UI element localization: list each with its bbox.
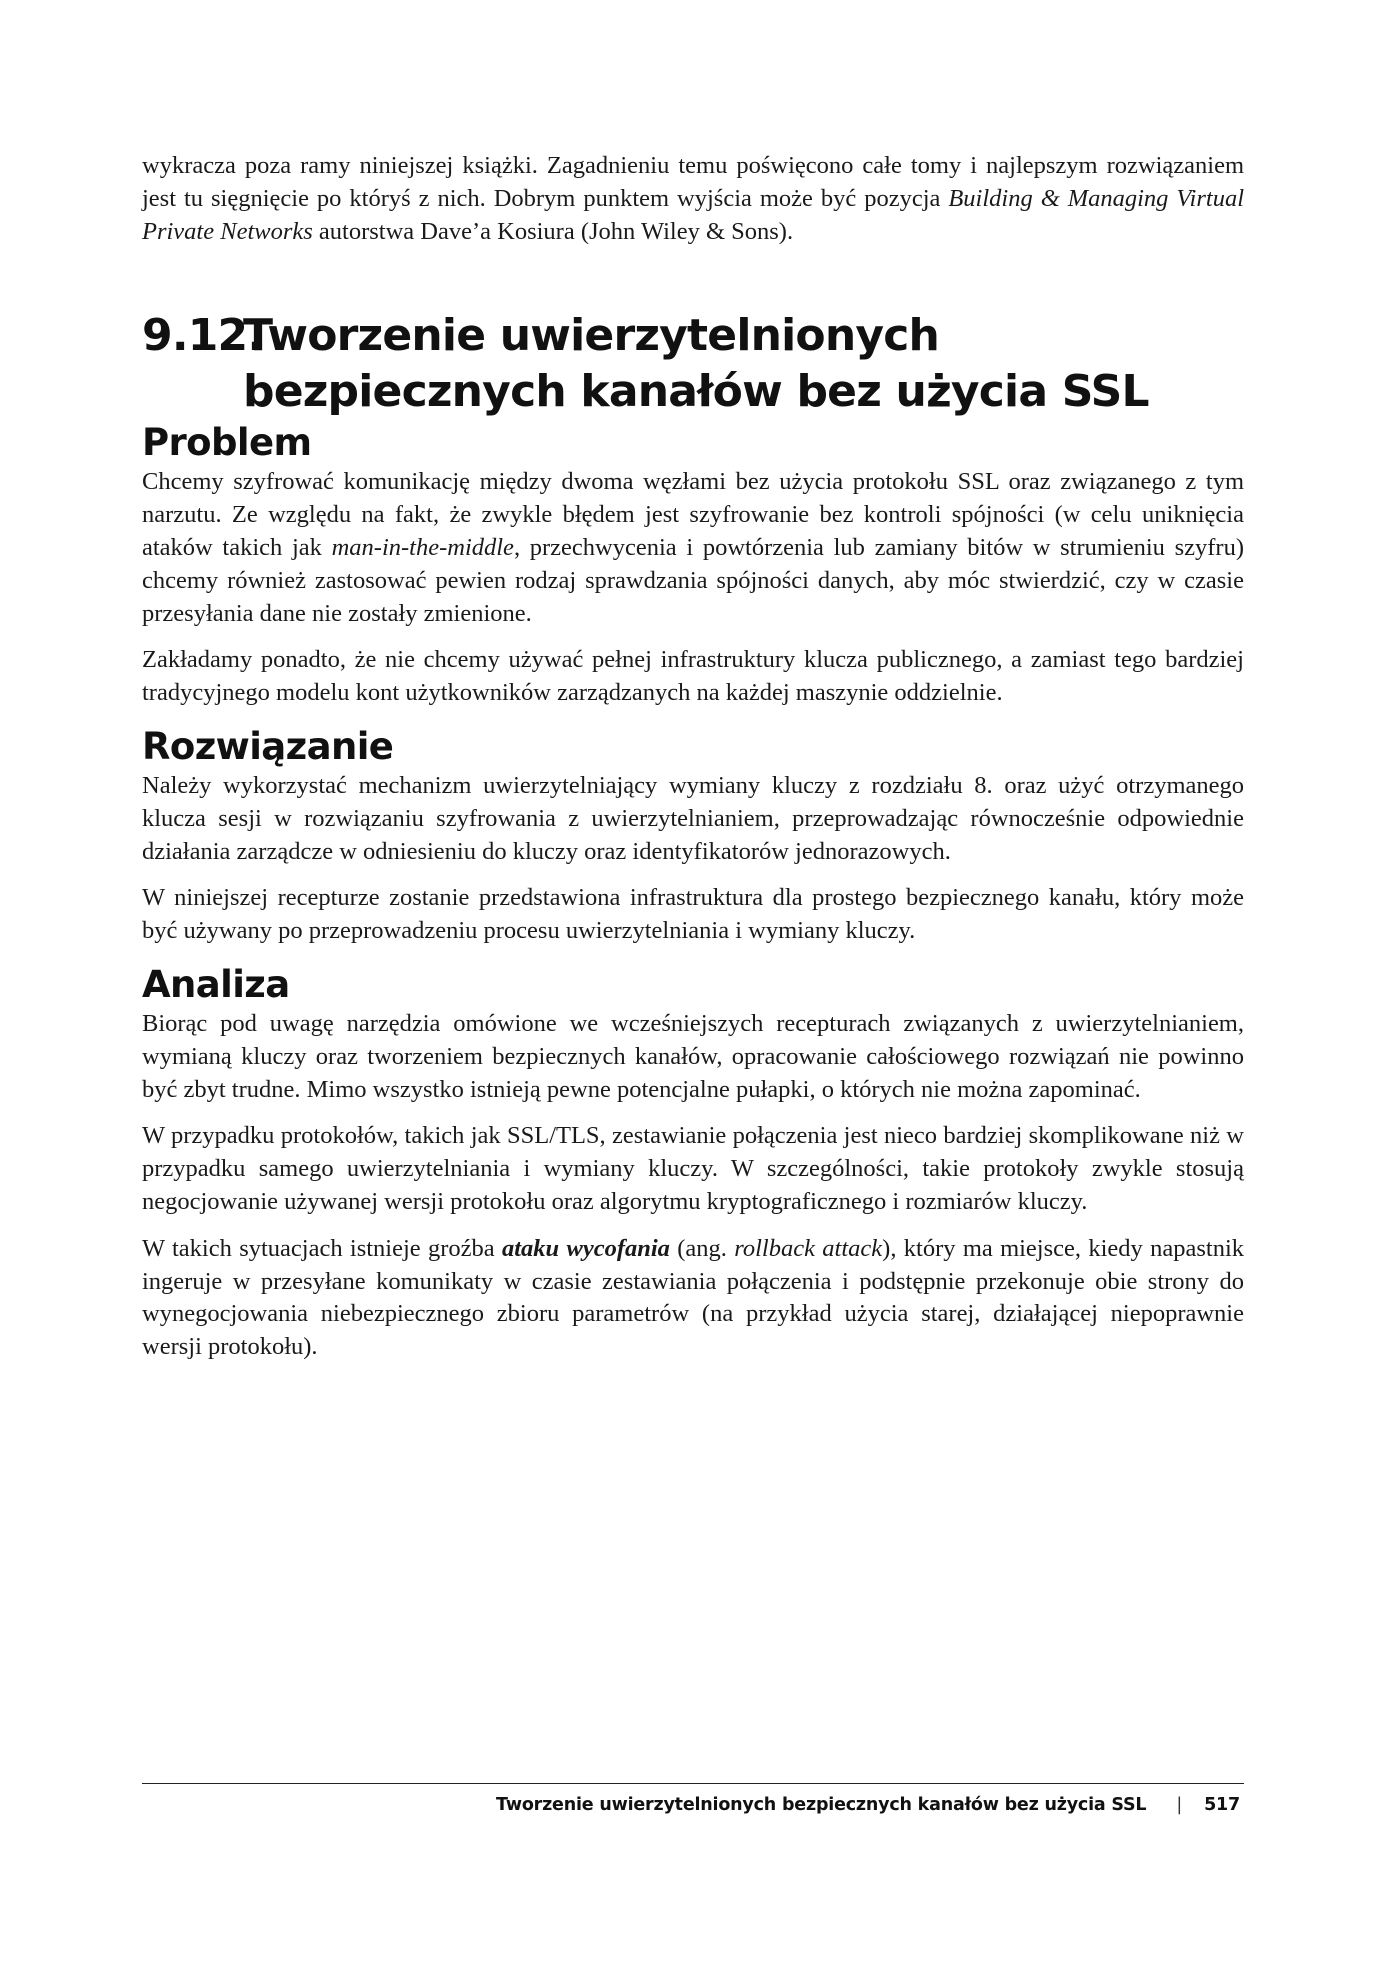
section-title: Tworzenie uwierzytelnionych bezpiecznych kanałów bez użycia SSL: [243, 310, 1149, 418]
page-footer: [142, 1790, 1244, 1820]
section-number: 9.12.: [142, 310, 264, 362]
intro-paragraph: [142, 150, 1244, 248]
problem-text-1b: , przechwycenia i powtórzenia lub zamiany bitów w strumieniu szyfru) chcemy również zastosować pewien rodzaj sprawdzania spójności danych, aby móc stwierdzić, czy w czasie przesyłania dane nie zostały zmienione.: [142, 533, 1244, 627]
analysis-term: ataku wycofania: [501, 1234, 670, 1262]
analysis-english-term: rollback attack: [734, 1234, 883, 1262]
book-title: Building & Managing Virtual Private Networks: [142, 184, 1244, 245]
analysis-text-3c: ), który ma miejsce, kiedy napastnik ingeruje w przesyłane komunikaty w czasie zestawiania połączenia i podstępnie przekonuje obie strony do wynegocjowania niebezpiecznego zbioru parametrów (na przykład użycia starej, działającej niepoprawnie wersji protokołu).: [142, 1234, 1244, 1361]
analysis-heading: Analiza: [142, 962, 290, 1006]
footer-separator: |: [1176, 1795, 1183, 1815]
problem-emphasis: man-in-the-middle: [331, 533, 514, 561]
analysis-text-3a: W takich sytuacjach istnieje groźba: [142, 1234, 502, 1262]
page-content: [142, 150, 1244, 1378]
problem-paragraph-1: [142, 466, 1244, 630]
analysis-text-3b: (ang.: [669, 1234, 735, 1262]
problem-paragraph-2: Zakładamy ponadto, że nie chcemy używać pełnej infrastruktury klucza publicznego, a zamiast tego bardziej tradycyjnego modelu kont użytkowników zarządzanych na każdej maszynie oddzielnie.: [142, 646, 1244, 707]
analysis-paragraph-3: [142, 1233, 1244, 1364]
section-heading: [142, 308, 1244, 420]
running-title: Tworzenie uwierzytelnionych bezpiecznych kanałów bez użycia SSL: [496, 1795, 1147, 1815]
intro-text-1: wykracza poza ramy niniejszej książki. Zagadnieniu temu poświęcono całe tomy i najlepszym rozwiązaniem jest tu sięgnięcie po któryś z nich. Dobrym punktem wyjścia może być pozycja: [142, 152, 1244, 212]
solution-paragraph-2: W niniejszej recepturze zostanie przedstawiona infrastruktura dla prostego bezpiecznego kanału, który może być używany po przeprowadzeniu procesu uwierzytelniania i wymiany kluczy.: [142, 884, 1244, 945]
footer-rule: [142, 1783, 1244, 1784]
analysis-paragraph-2: W przypadku protokołów, takich jak SSL/TLS, zestawianie połączenia jest nieco bardziej skomplikowane niż w przypadku samego uwierzytelniania i wymiany kluczy. W szczególności, takie protokoły zwykle stosują negocjowanie używanej wersji protokołu oraz algorytmu kryptograficznego i rozmiarów kluczy.: [142, 1122, 1244, 1215]
solution-heading: Rozwiązanie: [142, 724, 394, 768]
solution-paragraph-1: Należy wykorzystać mechanizm uwierzytelniający wymiany kluczy z rozdziału 8. oraz użyć otrzymanego klucza sesji w rozwiązaniu szyfrowania z uwierzytelnianiem, przeprowadzając równocześnie odpowiednie działania zarządcze w odniesieniu do kluczy oraz identyfikatorów jednorazowych.: [142, 771, 1244, 865]
problem-text-1a: Chcemy szyfrować komunikację między dwoma węzłami bez użycia protokołu SSL oraz związanego z tym narzutu. Ze względu na fakt, że zwykle błędem jest szyfrowanie bez kontroli spójności (w celu uniknięcia ataków takich jak: [142, 468, 1244, 561]
page-number: 517: [1204, 1795, 1240, 1815]
analysis-paragraph-1: Biorąc pod uwagę narzędzia omówione we wcześniejszych recepturach związanych z uwierzytelnianiem, wymianą kluczy oraz tworzeniem bezpiecznych kanałów, opracowanie całościowego rozwiązań nie powinno być zbyt trudne. Mimo wszystko istnieją pewne potencjalne pułapki, o których nie można zapominać.: [142, 1009, 1244, 1103]
problem-heading: Problem: [142, 421, 312, 465]
intro-text-2: autorstwa Dave’a Kosiura (John Wiley & Sons).: [312, 217, 794, 245]
